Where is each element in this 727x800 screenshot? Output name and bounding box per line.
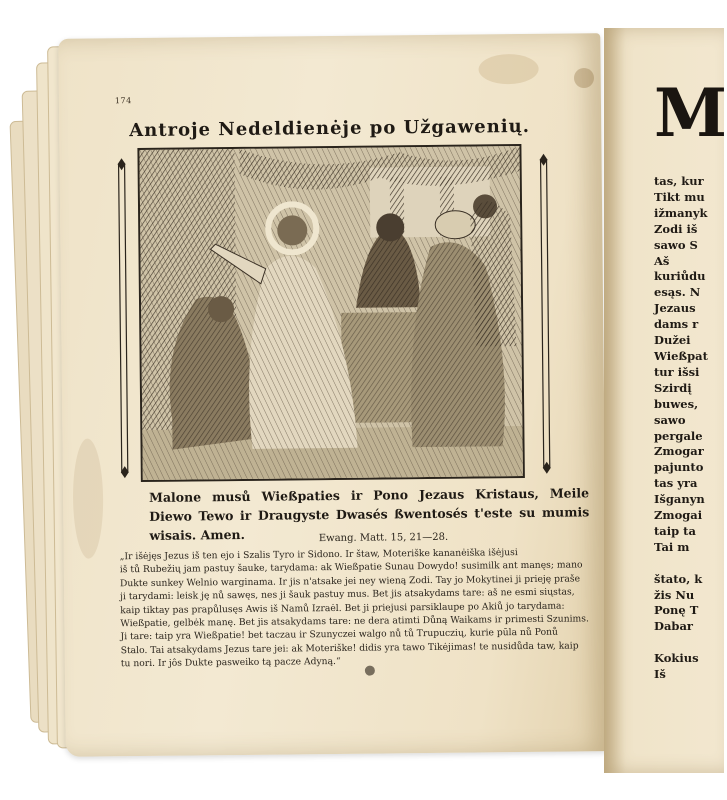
text-line: Dukte sunkey Welnio warginama. Ir jis n'atsake jei ney wieną Zodi. Tay jo Mokytinei ji prieję praše (119, 573, 581, 590)
text-line: ižmanyk (654, 205, 708, 220)
text-line: Dabar (654, 619, 693, 634)
text-line: esąs. N (654, 285, 701, 300)
text-line: ji tarydami: leisk ję nů sawęs, nes ji šauk pastuy mus. Bet jis atsakydams tare: aš ne esmi siųstas, (120, 586, 575, 603)
gospel-reference: Ewang. Matt. 15, 21—28. (318, 531, 449, 545)
text-line: buwes, (654, 396, 699, 411)
paper-stain (574, 68, 594, 88)
border-ornament (537, 154, 552, 474)
text-line: Wießpatie, gelbėk manę. Bet jis atsakydams tare: ne dera atimti Důną Waikams ir primesti Szunims. (120, 613, 589, 630)
text-line: Wießpat (654, 348, 708, 363)
paper-stain (478, 54, 538, 85)
text-line: kuriůdu (654, 269, 706, 284)
left-page (58, 33, 607, 757)
text-line (654, 556, 724, 572)
engraving-illustration (137, 144, 524, 482)
text-line: Dužei (654, 333, 691, 348)
text-line: Zmogar (654, 444, 704, 459)
text-line (654, 635, 724, 651)
page-title: Antroje Nedeldienėje po Užgawenių. (129, 115, 531, 142)
text-line: sawo S (654, 237, 698, 252)
page-number: 174 (114, 96, 132, 106)
text-line: sawo (654, 412, 686, 427)
text-line: dams r (654, 317, 699, 332)
right-page-text (654, 174, 724, 683)
text-line: Išganyn (654, 492, 705, 507)
text-line: Ponę T (654, 603, 699, 618)
paper-stain (72, 438, 103, 558)
greeting-prayer: Malone musů Wießpaties ir Pono Jezaus Kristaus, Meile Diewo Tewo ir Draugyste Dwasés ßwentosés t'este su mumis wisais. Amen. (148, 485, 590, 543)
text-line: Iš (654, 667, 666, 682)
text-line: Jezaus (654, 301, 696, 316)
text-line: Zmogai (654, 508, 703, 523)
text-line: „Ir išėjęs Jezus iš ten ejo i Szalis Tyro ir Sidono. Ir štaw, Moteriške kananėiška išėjusi (119, 547, 518, 563)
text-line: Ji tare: taip yra Wießpatie! bet taczau ir Szunyczei walgo nů tů Trupuczių, kurie pūla nů Ponů (120, 627, 558, 643)
gospel-text (119, 545, 589, 670)
text-line: kaip tiktay pas prapůlusęs Awis iš Namů Izraėl. Bet ji priejusi parsiklaupe po Akiů jo tarydama: (120, 600, 565, 616)
text-line: Tikt mu (654, 189, 705, 204)
text-line: pergale (654, 428, 703, 443)
drop-cap-letter: M (654, 74, 727, 152)
text-line: iš tů Rubežių jam pastuy šauke, tarydama: ak Wießpatie Sunau Dowydo! susimilk ant manęs; mano (119, 559, 583, 576)
border-ornament (116, 158, 131, 478)
text-line: taip ta (654, 523, 696, 538)
text-line: Stalo. Tai atsakydams Jezus tare jei: ak Moteriške! didis yra tawo Tikėjimas! te nusidůda taw, kaip (120, 640, 579, 657)
text-line: Kokius (654, 651, 699, 666)
text-line: štato, k (654, 571, 703, 586)
text-line: tas, kur (654, 174, 704, 188)
text-line: tu nori. Ir jôs Dukte pasweiko tą pacze Adyną.“ (120, 656, 341, 670)
right-page (604, 28, 727, 773)
text-line: Tai m (654, 539, 690, 554)
text-line: pajunto (654, 460, 704, 475)
text-line: tur išsi (654, 364, 700, 379)
text-line: Aš (654, 253, 670, 268)
text-line: Szirdį (654, 380, 692, 395)
text-line: Zodi iš (654, 221, 698, 236)
text-line: žis Nu (654, 587, 695, 602)
text-line: tas yra (654, 476, 698, 491)
